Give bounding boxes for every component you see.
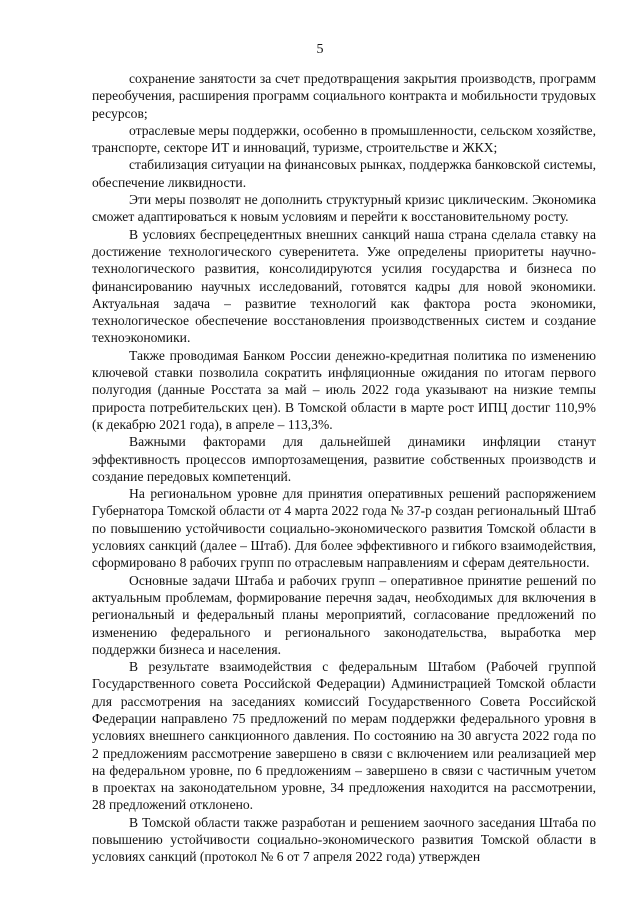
paragraph: В результате взаимодействия с федеральным Штабом (Рабочей группой Государственного совета Российской Федерации) Администрацией Томской области для рассмотрения на заседаниях комиссий Государственного Совета Российской Федерации направлено 75 предложений по мерам поддержки федерального уровня в условиях внешнего санкционного давления. По состоянию на 30 августа 2022 года по 2 предложениям рассмотрение завершено в связи с включением или реализацией мер на федеральном уровне, по 6 предложениям – завершено в связи с частичным учетом в проектах на законодательном уровне, 34 предложения находится на рассмотрении, 28 предложений отклонено. xyxy=(92,659,596,813)
paragraph: Важными факторами для дальнейшей динамики инфляции станут эффективность процессов импортозамещения, развитие собственных производств и создание передовых компетенций. xyxy=(92,434,596,484)
paragraph: В Томской области также разработан и решением заочного заседания Штаба по повышению устойчивости социально-экономического развития Томской области в условиях санкций (протокол № 6 от 7 апреля 2022 года) утвержден xyxy=(92,814,596,865)
paragraph: сохранение занятости за счет предотвращения закрытия производств, программ переобучения, расширения программ социального контракта и мобильности трудовых ресурсов; xyxy=(92,71,596,121)
paragraph: Также проводимая Банком России денежно-кредитная политика по изменению ключевой ставки позволила сократить инфляционные ожидания по итогам первого полугодия (данные Росстата за май – июль 2022 года указывают на низкие темпы прироста потребительских цен). В Томской области в марте рост ИПЦ достиг 110,9% (к декабрю 2021 года), в апреле – 113,3%. xyxy=(92,347,596,432)
paragraph: стабилизация ситуации на финансовых рынках, поддержка банковской системы, обеспечение ликвидности. xyxy=(92,157,596,190)
paragraph: Эти меры позволят не дополнить структурный кризис циклическим. Экономика сможет адаптироваться к новым условиям и перейти к восстановительному росту. xyxy=(92,192,596,225)
paragraph: На региональном уровне для принятия оперативных решений распоряжением Губернатора Томской области от 4 марта 2022 года № 37-р создан региональный Штаб по повышению устойчивости социально-экономического развития Томской области в условиях санкций (далее – Штаб). Для более эффективного и гибкого взаимодействия, сформировано 8 рабочих групп по отраслевым направлениям и сферам деятельности. xyxy=(92,486,596,571)
page-number: 5 xyxy=(316,42,324,57)
paragraph: В условиях беспрецедентных внешних санкций наша страна сделала ставку на достижение технологического суверенитета. Уже определены приоритеты научно-технологического развития, консолидируются усилия государства и бизнеса по финансированию научных исследований, готовятся кадры для новой экономики. Актуальная задача – развитие технологий как фактора роста экономики, технологическое обеспечение восстановления производственных систем и создание техноэкономики. xyxy=(92,226,596,346)
paragraph: Основные задачи Штаба и рабочих групп – оперативное принятие решений по актуальным проблемам, формирование перечня задач, необходимых для включения в региональный и федеральный планы мероприятий, согласование предложений по изменению федерального и регионального законодательства, выработка мер поддержки бизнеса и населения. xyxy=(92,572,596,657)
paragraph: отраслевые меры поддержки, особенно в промышленности, сельском хозяйстве, транспорте, секторе ИТ и инноваций, туризме, строительстве и ЖКХ; xyxy=(92,122,596,156)
body-text xyxy=(92,70,596,866)
